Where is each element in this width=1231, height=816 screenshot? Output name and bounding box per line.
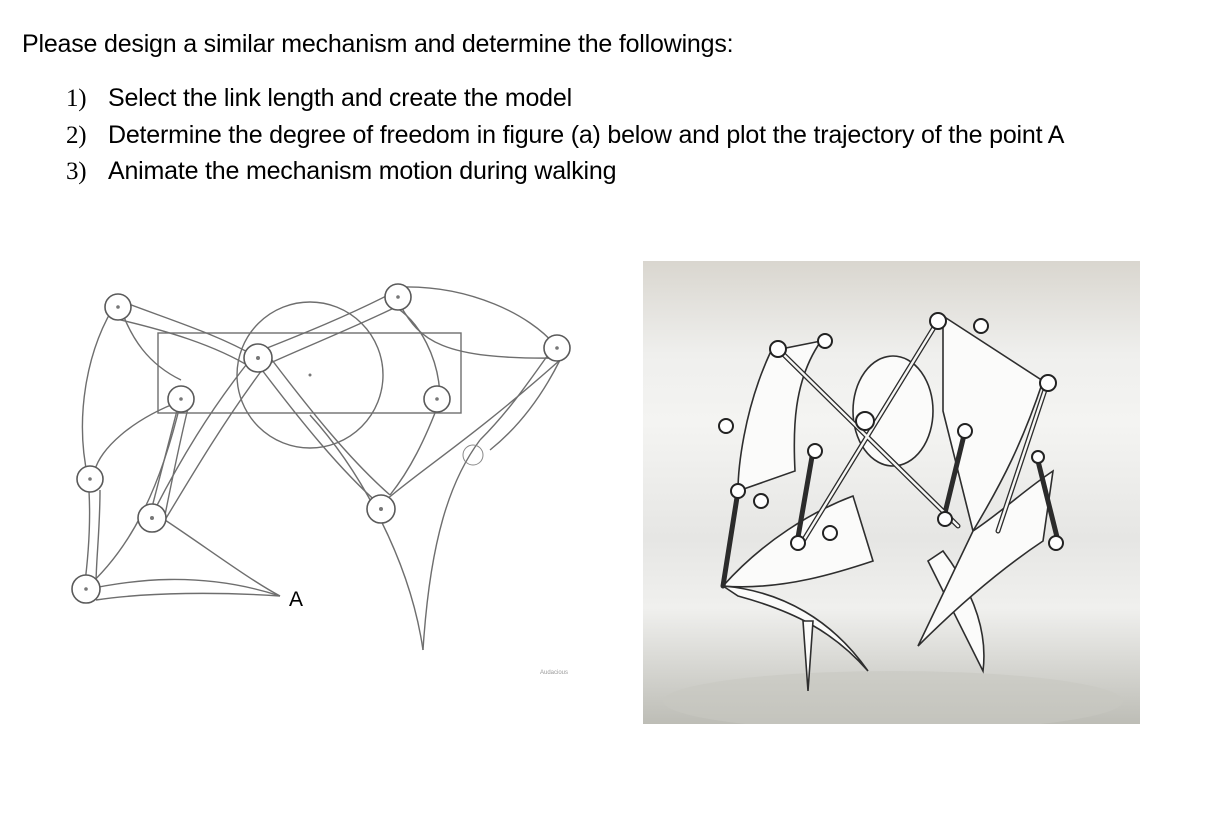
problem-intro: Please design a similar mechanism and determine the followings:: [22, 30, 734, 58]
task-item: [66, 80, 1064, 117]
task-number: 1): [66, 85, 87, 112]
watermark: Audacious: [540, 670, 569, 676]
task-item: [66, 153, 1064, 190]
figure-a-linkage-drawing: [60, 270, 600, 690]
figure-b-3d-render: [643, 261, 1140, 724]
walker-mechanism-illustration: [643, 261, 1140, 724]
task-text: Select the link length and create the model: [108, 84, 572, 112]
task-text: Animate the mechanism motion during walking: [108, 157, 617, 185]
task-number: 2): [66, 121, 87, 149]
task-list: [66, 80, 1064, 190]
task-number: 3): [66, 158, 87, 185]
task-text: Determine the degree of freedom in figure (a) below and plot the trajectory of the point A: [108, 120, 1065, 149]
task-item: [66, 117, 1064, 154]
point-a-label: A: [289, 588, 304, 611]
